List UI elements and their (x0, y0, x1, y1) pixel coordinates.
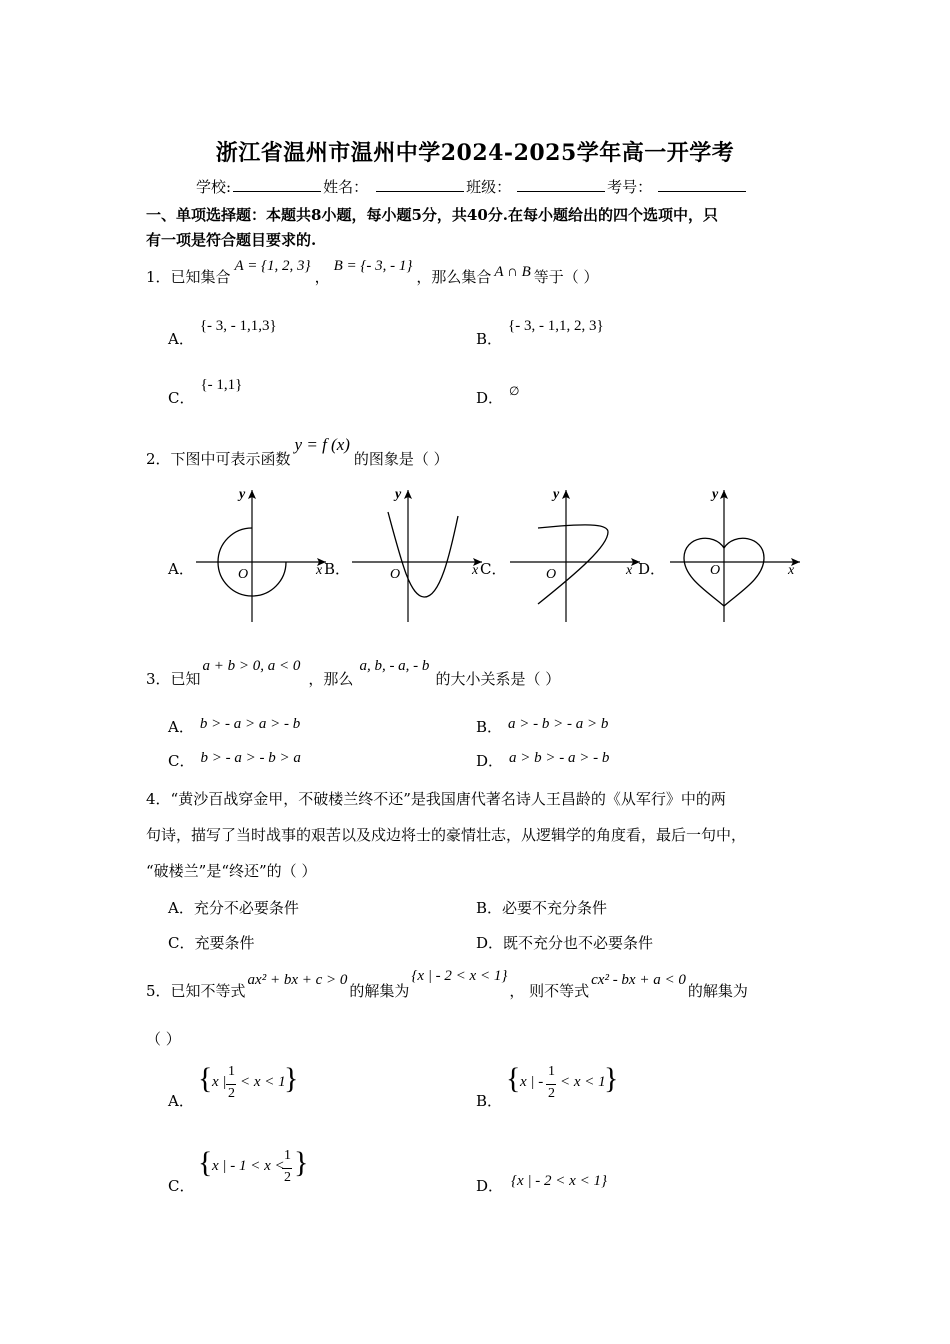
q5-inequality-1: ax² + bx + c > 0 (247, 972, 348, 988)
q5-solution-set: {x | - 2 < x < 1} (411, 968, 508, 984)
school-blank[interactable] (233, 177, 321, 192)
q4-option-b[interactable]: B．必要不充分条件 (476, 899, 608, 917)
q3-option-c[interactable]: C． b > - a > - b > a (168, 750, 301, 770)
x-label: x (788, 563, 795, 578)
q1-option-d[interactable]: D． ∅ (476, 384, 520, 407)
y-label: y (553, 487, 560, 502)
exam-no-blank[interactable] (658, 177, 746, 192)
section-heading-line2: 有一项是符合题目要求的. (146, 231, 317, 249)
q5-mid2: ， 则不等式 (509, 982, 590, 1000)
section-heading-line1: 一、单项选择题：本题共8小题，每小题5分，共40分.在每小题给出的四个选项中，只 (146, 206, 718, 224)
q5-mid1: 的解集为 (349, 982, 410, 1000)
q2-option-d-label[interactable]: D． (638, 560, 666, 578)
brace-open: { (198, 1146, 213, 1179)
q2-function: y = f (x) (294, 435, 350, 454)
q2-suffix: 的图象是（ ） (353, 450, 449, 468)
curve (538, 525, 608, 604)
class-blank[interactable] (517, 177, 605, 192)
exam-no-label: 考号： (607, 178, 653, 196)
origin-label: O (238, 567, 249, 582)
q1-option-b[interactable]: B．{- 3, - 1,1, 2, 3} (476, 318, 604, 348)
q4-line2: 句诗，描写了当时战事的艰苦以及戍边将士的豪情壮志，从逻辑学的角度看，最后一句中， (146, 826, 747, 844)
origin-label: O (710, 563, 721, 578)
q5-option-a-label[interactable]: A． (168, 1092, 194, 1110)
brace-close: } (604, 1062, 619, 1095)
brace-open: { (506, 1062, 521, 1095)
q1-prefix: 1．已知集合 (146, 268, 231, 286)
y-label: y (239, 487, 246, 502)
q1-set-b: B = {- 3, - 1} (333, 258, 413, 274)
q1-comma: ， (314, 268, 330, 286)
name-blank[interactable] (376, 177, 464, 192)
q4-option-d[interactable]: D．既不充分也不必要条件 (476, 934, 654, 952)
q4-line1: 4．“黄沙百战穿金甲，不破楼兰终不还”是我国唐代著名诗人王昌龄的《从军行》中的两 (146, 790, 726, 808)
q4-option-c[interactable]: C．充要条件 (168, 934, 255, 952)
curve (388, 512, 458, 597)
y-label: y (395, 487, 402, 502)
q2-option-b-label[interactable]: B． (324, 560, 351, 578)
q5-paren: （ ） (146, 1030, 181, 1048)
student-info-line (196, 176, 748, 197)
fraction-bar (282, 1168, 292, 1169)
q3-option-d[interactable]: D． a > b > - a > - b (476, 750, 610, 770)
school-label: 学校: (196, 178, 232, 196)
question-3 (146, 658, 561, 689)
x-label: x (472, 563, 479, 578)
q2-graph-c[interactable] (500, 484, 650, 624)
question-5 (146, 968, 748, 1001)
q1-suffix: 等于（ ） (533, 268, 599, 286)
q3-option-a[interactable]: A． b > - a > a > - b (168, 716, 301, 736)
q5-option-b-label[interactable]: B． (476, 1092, 503, 1110)
q5-option-c-label[interactable]: C． (168, 1177, 195, 1195)
question-1 (146, 258, 599, 287)
q4-line3: “破楼兰”是“终还”的（ ） (146, 862, 317, 880)
q3-suffix: 的大小关系是（ ） (435, 670, 561, 688)
class-label: 班级： (466, 178, 512, 196)
y-label: y (712, 487, 719, 502)
fraction-bar (546, 1084, 556, 1085)
question-2 (146, 435, 449, 469)
q5-suffix: 的解集为 (687, 982, 748, 1000)
q2-option-a-label[interactable]: A． (168, 560, 194, 578)
fraction-bar (226, 1084, 236, 1085)
q1-mid: ，那么集合 (416, 268, 492, 286)
q5-inequality-2: cx² - bx + a < 0 (591, 972, 686, 988)
q1-option-a[interactable]: A．{- 3, - 1,1,3} (168, 318, 277, 348)
q3-vars: a, b, - a, - b (359, 658, 430, 674)
brace-close: } (294, 1146, 309, 1179)
q3-option-b[interactable]: B． a > - b > - a > b (476, 716, 609, 736)
q2-prefix: 2．下图中可表示函数 (146, 450, 291, 468)
q5-option-d[interactable]: D． {x | - 2 < x < 1} (476, 1173, 607, 1195)
q5-prefix: 5．已知不等式 (146, 982, 246, 1000)
q1-option-c[interactable]: C．{- 1,1} (168, 377, 243, 407)
x-label: x (316, 563, 323, 578)
q2-graph-b[interactable] (342, 484, 492, 624)
q2-graph-a[interactable] (186, 484, 336, 624)
q1-intersection: A ∩ B (494, 264, 531, 280)
name-label: 姓名： (323, 178, 369, 196)
origin-label: O (546, 567, 557, 582)
x-label: x (626, 563, 633, 578)
q1-set-a: A = {1, 2, 3} (234, 258, 311, 274)
q3-mid: ，那么 (308, 670, 354, 688)
q2-option-c-label[interactable]: C． (480, 560, 507, 578)
brace-open: { (198, 1062, 213, 1095)
brace-close: } (284, 1062, 299, 1095)
q3-prefix: 3．已知 (146, 670, 201, 688)
q3-condition: a + b > 0, a < 0 (202, 658, 301, 674)
q4-option-a[interactable]: A．充分不必要条件 (168, 899, 299, 917)
q2-graph-d[interactable] (660, 484, 810, 624)
page-title: 浙江省温州市温州中学2024-2025学年高一开学考 (215, 140, 735, 166)
origin-label: O (390, 567, 401, 582)
